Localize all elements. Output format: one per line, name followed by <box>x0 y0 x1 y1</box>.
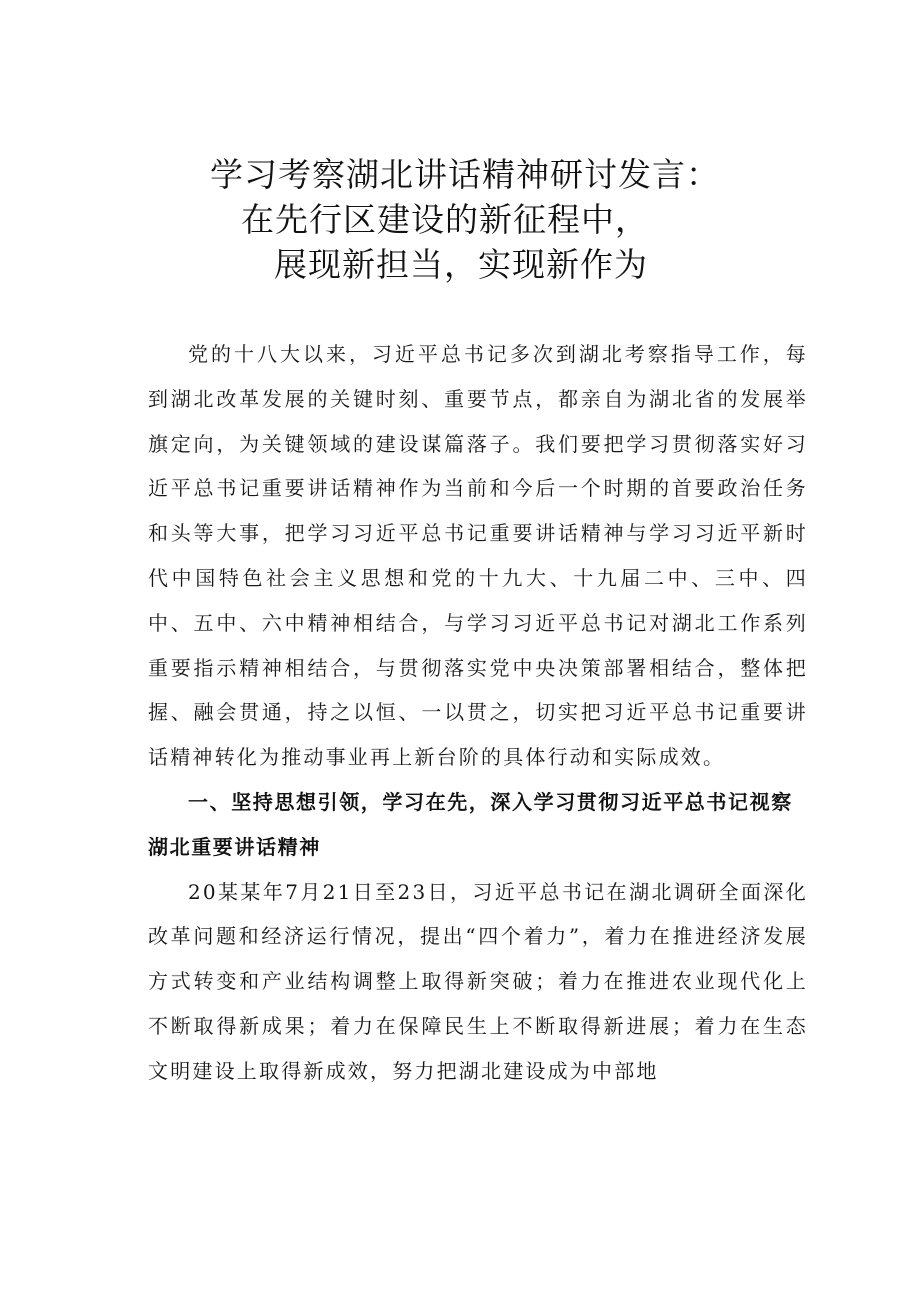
section-heading-1: 一、坚持思想引领，学习在先，深入学习贯彻习近平总书记视察湖北重要讲话精神 <box>148 789 793 859</box>
document-title <box>0 152 920 287</box>
intro-paragraph: 党的十八大以来，习近平总书记多次到湖北考察指导工作，每到湖北改革发展的关键时刻、重要节点，都亲自为湖北省的发展举旗定向，为关键领域的建设谋篇落子。我们要把学习贯彻落实好习近平总书记重要讲话精神作为当前和今后一个时期的首要政治任务和头等大事，把学习习近平总书记重要讲话精神与学习习近平新时代中国特色社会主义思想和党的十九大、十九届二中、三中、四中、五中、六中精神相结合，与学习习近平总书记对湖北工作系列重要指示精神相结合，与贯彻落实党中央决策部署相结合，整体把握、融会贯通，持之以恒、一以贯之，切实把习近平总书记重要讲话精神转化为推动事业再上新台阶的具体行动和实际成效。 <box>148 342 808 770</box>
title-line-1: 学习考察湖北讲话精神研讨发言： <box>210 155 720 194</box>
title-line-2: 在先行区建设的新征程中， <box>241 200 649 239</box>
title-line-3: 展现新担当，实现新作为 <box>274 245 648 284</box>
document-body <box>148 332 808 1094</box>
section-1-paragraph: 20某某年7月21日至23日，习近平总书记在湖北调研全面深化改革问题和经济运行情况，提出“四个着力”，着力在推进经济发展方式转变和产业结构调整上取得新突破；着力在推进农业现代化上不断取得新成果；着力在保障民生上不断取得新进展；着力在生态文明建设上取得新成效，努力把湖北建设成为中部地 <box>148 879 808 1083</box>
